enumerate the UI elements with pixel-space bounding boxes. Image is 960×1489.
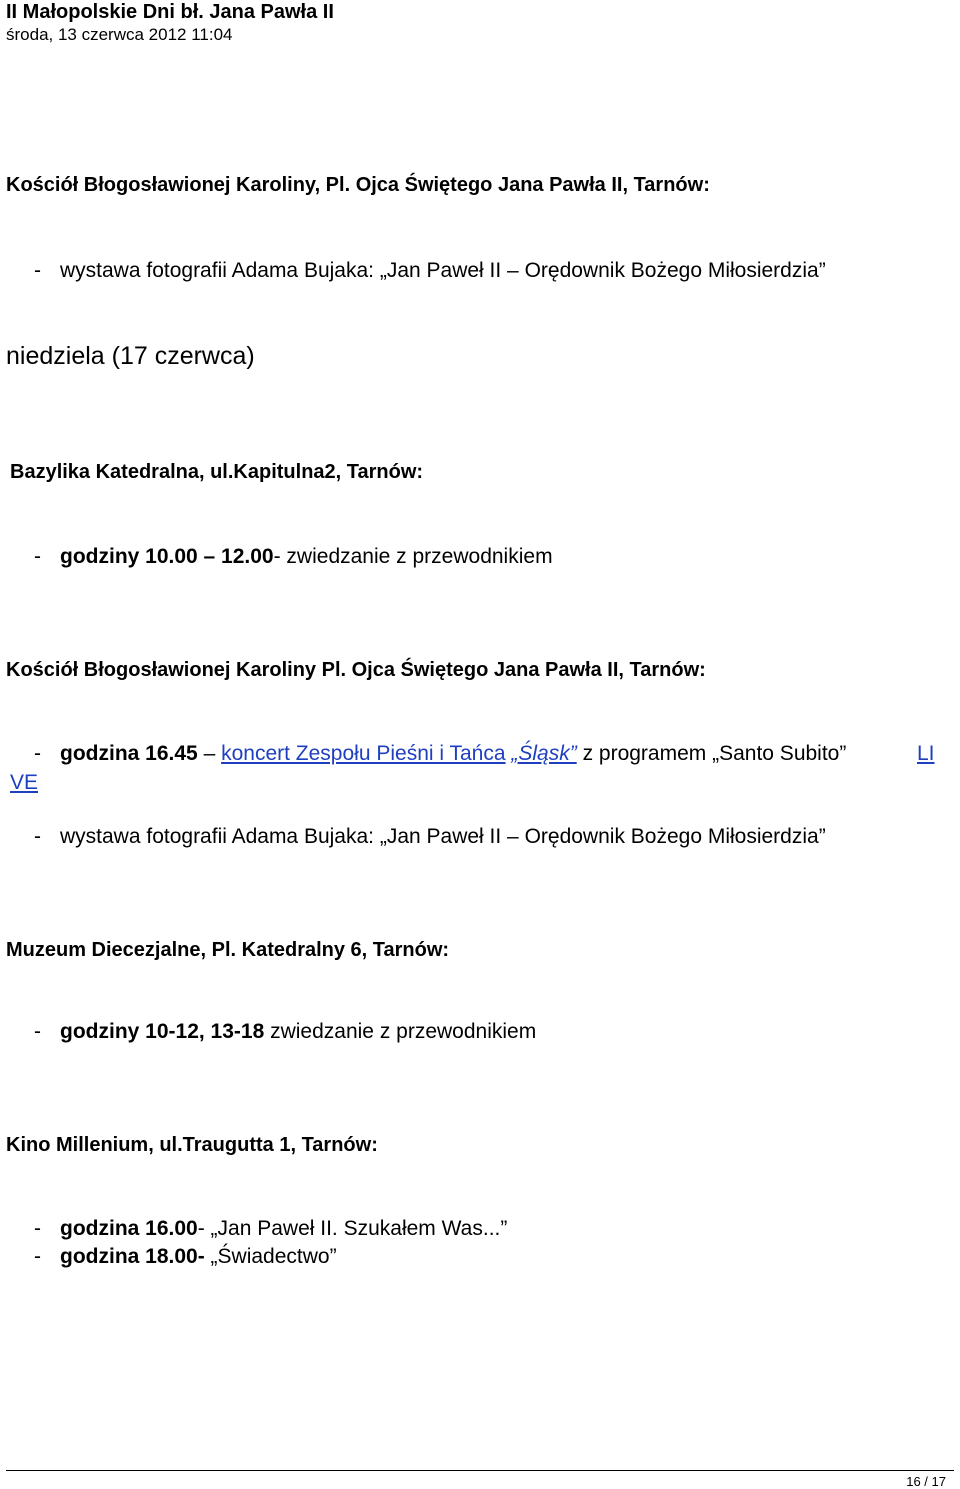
venue-heading: Kościół Błogosławionej Karoliny, Pl. Ojca Świętego Jana Pawła II, Tarnów: — [6, 174, 710, 196]
concert-link[interactable]: koncert Zespołu Pieśni i Tańca — [221, 742, 506, 765]
venue-heading: Bazylika Katedralna, ul.Kapitulna2, Tarnów: — [10, 461, 424, 483]
slask-link[interactable]: „Śląsk” — [511, 742, 577, 765]
venue-heading: Muzeum Diecezjalne, Pl. Katedralny 6, Tarnów: — [6, 939, 450, 961]
document-datetime: środa, 13 czerwca 2012 11:04 — [6, 25, 233, 44]
day-heading: niedziela (17 czerwca) — [6, 342, 255, 370]
footer-divider — [6, 1470, 954, 1471]
live-link[interactable]: VE — [10, 771, 39, 794]
page-number: 16 / 17 — [906, 1474, 946, 1489]
venue-heading: Kościół Błogosławionej Karoliny Pl. Ojca Świętego Jana Pawła II, Tarnów: — [6, 659, 706, 681]
venue-heading: Kino Millenium, ul.Traugutta 1, Tarnów: — [6, 1134, 378, 1156]
document-title: II Małopolskie Dni bł. Jana Pawła II — [6, 1, 334, 23]
live-link[interactable]: LI — [917, 742, 935, 765]
